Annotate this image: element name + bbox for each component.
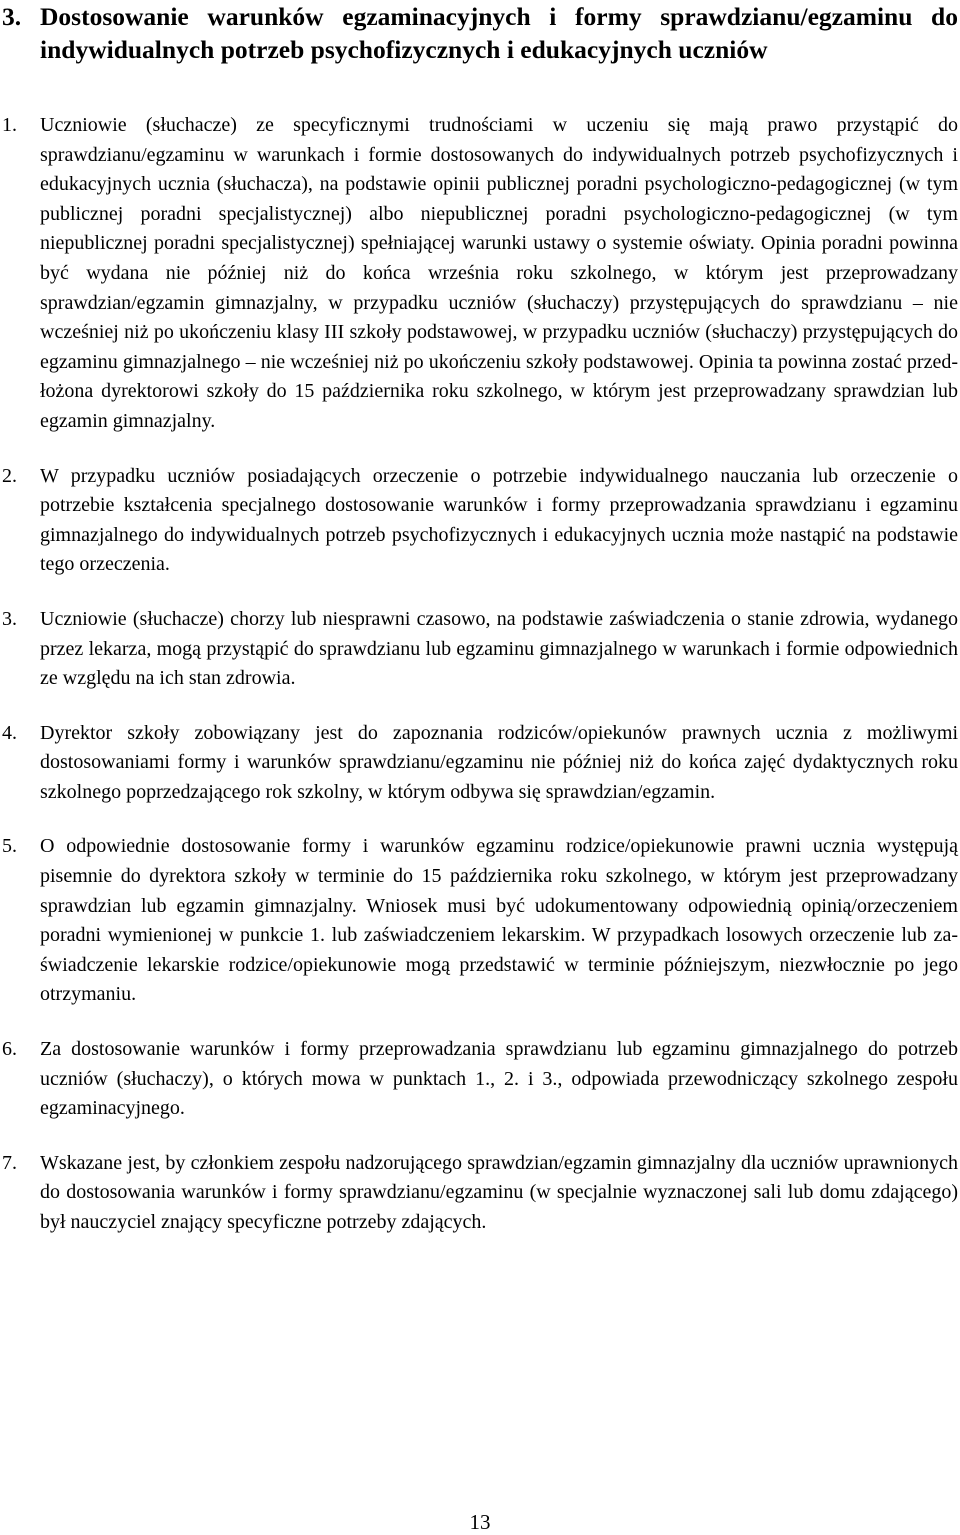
section-heading-number: 3.: [2, 2, 22, 31]
paragraph-number: 3.: [2, 607, 17, 630]
paragraph-item-4: [0, 719, 958, 808]
paragraph-number: 6.: [2, 1038, 17, 1061]
paragraph-text: Uczniowie (słuchacze) ze specyficznymi trudnościami w uczeniu się mają prawo przystąpić do sprawdzianu/egzaminu w warunkach i formie dostosowanych do indywidualnych potrzeb psychofizycznych i edukacyjnych ucznia (słuchacza), na podstawie opinii publicznej poradni psychologiczno-pedagogicznej (w tym publicznej poradni specjalistycznej) albo niepublicznej poradni psychologiczno-pedagogicznej (w tym niepublicznej poradni specjalistycznej) spełniającej warunki ustawy o systemie oświaty. Opinia poradni powinna być wydana nie później niż do końca września roku szkolnego, w którym jest przeprowadzany sprawdzian/egzamin gimnazjalny, w przypadku uczniów (słuchaczy) przystępujących do sprawdzianu – nie wcześniej niż po ukończeniu klasy III szkoły podstawowej, w przypadku uczniów (słuchaczy) przystępujących do egzaminu gimnazjalnego – nie wcześniej niż po ukończeniu szkoły podstawowej. Opinia ta powinna zostać przedłożona dyrektorowi szkoły do 15 października roku szkolnego, w którym jest przeprowadzany sprawdzian lub egzamin gimnazjalny.: [40, 114, 958, 432]
paragraph-item-3: [0, 605, 958, 694]
paragraph-item-6: [0, 1035, 958, 1124]
section-heading-text: Dostosowanie warunków egzaminacyjnych i formy sprawdzianu/egzaminu do indywidualnych potrzeb psychofizycznych i edukacyjnych uczniów: [40, 2, 958, 64]
paragraph-number: 1.: [2, 114, 17, 136]
paragraph-text: Uczniowie (słuchacze) chorzy lub niesprawni czasowo, na podstawie zaświadczenia o stanie zdrowia, wydanego przez lekarza, mogą przystąpić do sprawdzianu lub egzaminu gimnazjalnego w warunkach i formie odpowiednich ze względu na ich stan zdrowia.: [40, 607, 958, 690]
paragraph-item-7: [0, 1149, 958, 1238]
paragraph-text: O odpowiednie dostosowanie formy i warunków egzaminu rodzice/opiekunowie prawni ucznia występują pisemnie do dyrektora szkoły w terminie do 15 października roku szkolnego, w którym jest przeprowadzany sprawdzian lub egzamin gimnazjalny. Wniosek musi być udokumentowany odpowiednią opinią/orzeczeniem poradni wymienionej w punkcie 1. lub zaświadczeniem lekarskim. W przypadkach losowych orzeczenie lub zaświadczenie lekarskie rodzice/opiekunowie mogą przedstawić w terminie późniejszym, niezwłocznie po jego otrzymaniu.: [40, 835, 958, 1006]
paragraph-text: W przypadku uczniów posiadających orzeczenie o potrzebie indywidualnego nauczania lub orzeczenie o potrzebie kształcenia specjalnego dostosowanie warunków i formy przeprowadzania sprawdzianu i egzaminu gimnazjalnego do indywidualnych potrzeb psychofizycznych i edukacyjnych ucznia może nastąpić na podstawie tego orzeczenia.: [40, 464, 958, 576]
paragraph-text: Dyrektor szkoły zobowiązany jest do zapoznania rodziców/opiekunów prawnych ucznia z możliwymi dostosowaniami formy i warunków sprawdzianu/egzaminu nie później niż do końca zajęć dydaktycznych roku szkolnego poprzedzającego rok szkolny, w którym odbywa się sprawdzian/egzamin.: [40, 721, 958, 803]
paragraph-text: Za dostosowanie warunków i formy przeprowadzania sprawdzianu lub egzaminu gimnazjalnego do potrzeb uczniów (słuchaczy), o których mowa w punktach 1., 2. i 3., odpowiada przewodniczący szkolnego zespołu egzaminacyjnego.: [40, 1038, 958, 1120]
paragraph-number: 5.: [2, 835, 17, 858]
numbered-paragraph-list: [0, 111, 958, 1263]
section-heading: [0, 0, 958, 66]
paragraph-item-5: [0, 832, 958, 1010]
paragraph-number: 4.: [2, 721, 17, 744]
paragraph-item-1: [0, 111, 958, 437]
paragraph-item-2: [0, 462, 958, 580]
paragraph-number: 2.: [2, 464, 17, 487]
paragraph-number: 7.: [2, 1151, 17, 1174]
paragraph-text: Wskazane jest, by członkiem zespołu nadzorującego sprawdzian/egzamin gimnazjalny dla uczniów uprawnionych do dostosowania warunków i formy sprawdzianu/egzaminu (w specjalnie wyznaczonej sali lub domu zdającego) był nauczyciel znający specyficzne potrzeby zdających.: [40, 1151, 958, 1233]
page-number: 13: [469, 1510, 491, 1534]
